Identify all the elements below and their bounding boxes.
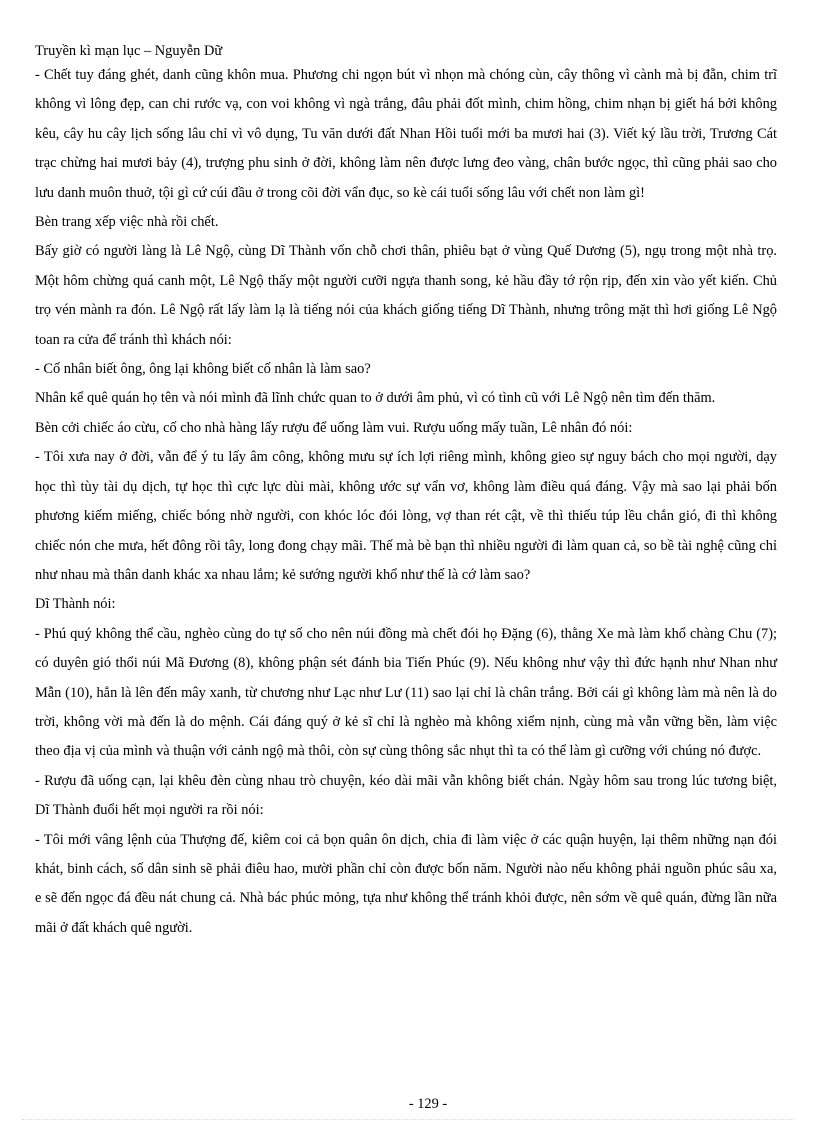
paragraph-8: Dĩ Thành nói: xyxy=(35,596,116,613)
paragraph-9: - Phú quý không thể cầu, nghèo cùng do tự số cho nên núi đồng mà chết đói họ Đặng (6), thằng Xe mà làm khổ chàng Chu (7); có duyên gió thổi núi Mã Đương (8), không phận sét đánh bia Tiến Phúc (9). Nếu không như vậy thì đức hạnh như Nhan như Mẫn (10), hẳn là lên đến mây xanh, từ chương như Lạc như Lư (11) sao lại chỉ là chân trắng. Bởi cái gì không làm mà nên là do trời, không vời mà đến là do mệnh. Cái đáng quý ở kẻ sĩ chỉ là nghèo mà không xiểm nịnh, cùng mà vẫn vững bền, làm việc theo địa vị của mình và thuận với cảnh ngộ mà thôi, còn sự cùng thông sắc nhụt thì ta có thể làm gì cưỡng với chúng nó được. xyxy=(35,625,777,760)
paragraph-5: Nhân kể quê quán họ tên và nói mình đã lĩnh chức quan to ở dưới âm phủ, vì có tình cũ với Lê Ngộ nên tìm đến thăm. xyxy=(35,390,716,407)
document-body xyxy=(35,43,777,943)
paragraph-1: - Chết tuy đáng ghét, danh cũng khôn mua. Phương chi ngọn bút vì nhọn mà chóng cùn, cây thông vì cành mà bị đẵn, chim trĩ không vì lông đẹp, can chi rước vạ, con voi không vì ngà trắng, đâu phải đốt mình, chim hồng, chim nhạn bị giết há bởi không kêu, cây hu cây lịch sống lâu chỉ vì vô dụng, Tu văn dưới đất Nhan Hồi tuổi mới ba mươi hai (3). Viết ký lầu trời, Trương Cát trạc chừng hai mươi bảy (4), trượng phu sinh ở đời, không làm nên được lưng đeo vàng, chân bước ngọc, thì cũng phải sao cho lưu danh muôn thuở, tội gì cứ cúi đầu ở trong cõi đời vẩn đục, so kè cái tuổi sống lâu với chết non làm gì! xyxy=(35,67,777,201)
paragraph-7: - Tôi xưa nay ở đời, vẫn để ý tu lấy âm công, không mưu sự ích lợi riêng mình, không gieo sự nguy bách cho mọi người, dạy học thì tùy tài dụ dịch, tự học thì cực lực dùi mài, không ước sự vẩn vơ, không làm điều quá đáng. Vậy mà sao lại phải bốn phương kiếm miếng, chiếc bóng nhờ người, con khóc lóc đói lòng, vợ than rét cật, về thì thiếu túp lều chắn gió, đi thì không chiếc nón che mưa, hết đông rồi tây, long đong chạy mãi. Thế mà bè bạn thì nhiều người đi làm quan cả, so bề tài nghệ cũng chỉ như nhau mà thân danh khác xa nhau lắm; kẻ sướng người khổ như thế là cớ làm sao? xyxy=(35,449,777,583)
page-bottom-divider xyxy=(22,1119,794,1120)
paragraph-11: - Tôi mới vâng lệnh của Thượng đế, kiêm coi cả bọn quân ôn dịch, chia đi làm việc ở các quận huyện, lại thêm những nạn đói khát, binh cách, số dân sinh sẽ phải điêu hao, mười phần chỉ còn được bốn năm. Người nào nếu không phải nguồn phúc sâu xa, e sẽ đến ngọc đá đều nát chung cả. Nhà bác phúc mỏng, tựa như không thể tránh khỏi được, nên sớm về quê quán, đừng lần nữa mãi ở đất khách quê người. xyxy=(35,831,777,936)
running-header: Truyền kì mạn lục – Nguyễn Dữ xyxy=(35,43,223,59)
page-number: - 129 - xyxy=(408,1096,448,1112)
paragraph-4: - Cố nhân biết ông, ông lại không biết cố nhân là làm sao? xyxy=(35,361,371,378)
paragraph-2: Bèn trang xếp việc nhà rồi chết. xyxy=(35,214,219,231)
paragraph-6: Bèn cởi chiếc áo cừu, cố cho nhà hàng lấy rượu để uống làm vui. Rượu uống mấy tuần, Lê nhân đó nói: xyxy=(35,419,633,436)
paragraph-3: Bấy giờ có người làng là Lê Ngộ, cùng Dĩ Thành vốn chỗ chơi thân, phiêu bạt ở vùng Quế Dương (5), ngụ trong một nhà trọ. Một hôm chừng quá canh một, Lê Ngộ thấy một người cưỡi ngựa thanh song, kẻ hầu đầy tớ rộn rịp, đến xin vào yết kiến. Chủ trọ vén mành ra đón. Lê Ngộ rất lấy làm lạ là tiếng nói của khách giống tiếng Dĩ Thành, nhưng trông mặt thì hơi giống Lê Ngộ toan ra cửa để tránh thì khách nói: xyxy=(35,243,777,348)
paragraph-10: - Rượu đã uống cạn, lại khêu đèn cùng nhau trò chuyện, kéo dài mãi vẫn không biết chán. Ngày hôm sau trong lúc tương biệt, Dĩ Thành đuổi hết mọi người ra rồi nói: xyxy=(35,772,777,819)
page-footer xyxy=(0,1095,816,1113)
